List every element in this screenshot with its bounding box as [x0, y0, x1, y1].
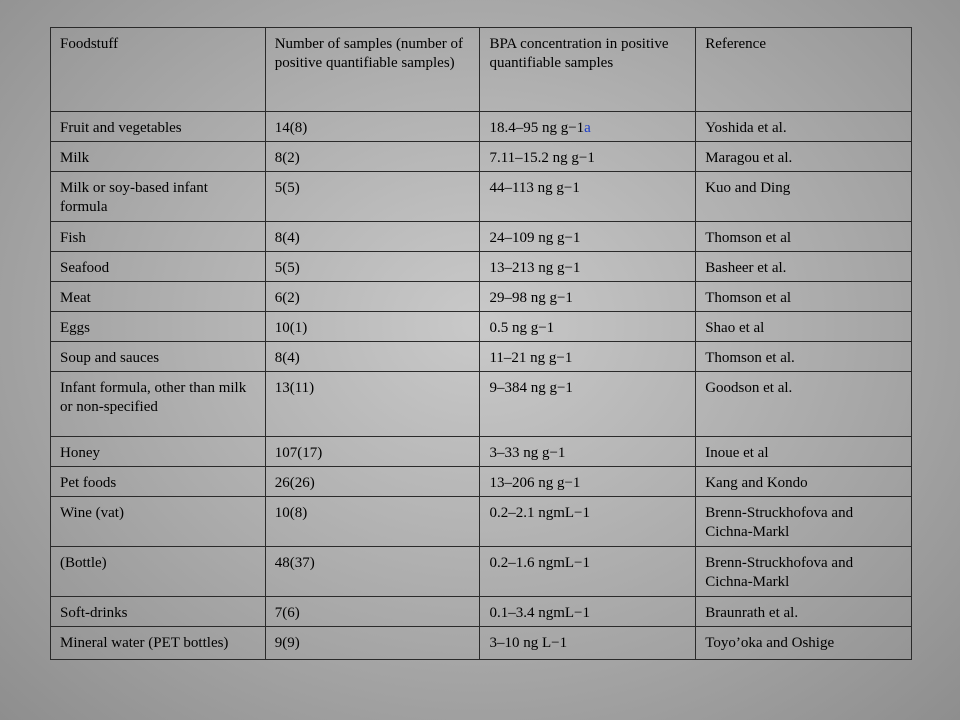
concentration-cell [480, 627, 696, 660]
reference-cell [696, 342, 912, 372]
foodstuff-cell-text: Pet foods [60, 475, 117, 491]
samples-cell-text: 6(2) [274, 290, 300, 306]
concentration-cell [480, 467, 696, 497]
samples-cell [265, 627, 480, 660]
reference-cell-text: Thomson et al [705, 230, 792, 246]
samples-cell-text: 8(4) [274, 350, 300, 366]
foodstuff-cell [51, 627, 266, 660]
header-row [51, 28, 912, 112]
foodstuff-cell [51, 437, 266, 467]
concentration-cell-text: 9–384 ng g−1 [489, 380, 573, 396]
bpa-table [50, 27, 912, 660]
samples-cell [265, 112, 480, 142]
foodstuff-cell-text: Fish [60, 230, 86, 246]
reference-cell-text: Yoshida et al. [705, 120, 787, 136]
header-concentration: BPA concentration in positive quantifiable samples [480, 28, 696, 112]
reference-cell [696, 437, 912, 467]
concentration-cell-text: 18.4–95 ng g−1 [489, 120, 585, 136]
header-samples: Number of samples (number of positive quantifiable samples) [265, 28, 480, 112]
samples-cell [265, 467, 480, 497]
samples-cell [265, 282, 480, 312]
table-row [51, 222, 912, 252]
concentration-cell-text: 3–10 ng L−1 [489, 635, 568, 651]
samples-cell-text: 48(37) [274, 555, 315, 571]
concentration-cell [480, 282, 696, 312]
foodstuff-cell-text: Wine (vat) [60, 505, 124, 521]
concentration-cell [480, 437, 696, 467]
concentration-cell-text: 0.2–1.6 ngmL−1 [489, 555, 590, 571]
concentration-cell [480, 222, 696, 252]
table-row [51, 312, 912, 342]
concentration-cell-text: 44–113 ng g−1 [489, 180, 580, 196]
samples-cell [265, 172, 480, 222]
foodstuff-cell-text: Meat [60, 290, 91, 306]
concentration-cell [480, 372, 696, 437]
concentration-cell-text: 24–109 ng g−1 [489, 230, 581, 246]
samples-cell-text: 26(26) [274, 475, 315, 491]
samples-cell [265, 372, 480, 437]
foodstuff-cell-text: Soft-drinks [60, 605, 128, 621]
table-row [51, 372, 912, 437]
concentration-cell-text: 7.11–15.2 ng g−1 [489, 150, 595, 166]
table-row [51, 342, 912, 372]
samples-cell-text: 5(5) [274, 260, 300, 276]
reference-cell-text: Goodson et al. [705, 380, 793, 396]
samples-cell-text: 7(6) [274, 605, 300, 621]
foodstuff-cell [51, 372, 266, 437]
foodstuff-cell [51, 282, 266, 312]
reference-cell [696, 312, 912, 342]
reference-cell-text: Inoue et al [705, 445, 769, 461]
foodstuff-cell [51, 222, 266, 252]
reference-cell-text: Thomson et al [705, 290, 792, 306]
foodstuff-cell [51, 597, 266, 627]
foodstuff-cell [51, 252, 266, 282]
concentration-cell-text: 0.2–2.1 ngmL−1 [489, 505, 590, 521]
foodstuff-cell [51, 547, 266, 597]
foodstuff-cell-text: Milk or soy-based infant formula [60, 180, 208, 215]
reference-cell [696, 597, 912, 627]
table-row [51, 437, 912, 467]
reference-cell [696, 467, 912, 497]
reference-cell-text: Basheer et al. [705, 260, 787, 276]
concentration-cell [480, 172, 696, 222]
foodstuff-cell-text: Infant formula, other than milk or non-specified [60, 380, 247, 415]
samples-cell-text: 10(8) [274, 505, 308, 521]
header-foodstuff: Foodstuff [51, 28, 266, 112]
foodstuff-cell-text: Eggs [60, 320, 90, 336]
foodstuff-cell [51, 497, 266, 547]
samples-cell [265, 597, 480, 627]
samples-cell [265, 252, 480, 282]
reference-cell-text: Brenn-Struckhofova and Cichna-Markl [705, 555, 854, 590]
table-row [51, 497, 912, 547]
samples-cell-text: 10(1) [274, 320, 308, 336]
reference-cell [696, 172, 912, 222]
reference-cell [696, 627, 912, 660]
table-row [51, 547, 912, 597]
concentration-cell [480, 312, 696, 342]
reference-cell [696, 112, 912, 142]
foodstuff-cell [51, 142, 266, 172]
reference-cell-text: Shao et al [705, 320, 765, 336]
table-row [51, 282, 912, 312]
concentration-cell [480, 597, 696, 627]
samples-cell-text: 107(17) [274, 445, 323, 461]
samples-cell-text: 8(2) [274, 150, 300, 166]
concentration-cell [480, 547, 696, 597]
footnote-marker: a [584, 120, 591, 136]
samples-cell [265, 547, 480, 597]
reference-cell-text: Kuo and Ding [705, 180, 791, 196]
samples-cell [265, 222, 480, 252]
reference-cell-text: Braunrath et al. [705, 605, 799, 621]
foodstuff-cell [51, 342, 266, 372]
foodstuff-cell [51, 112, 266, 142]
table-row [51, 142, 912, 172]
table-row [51, 252, 912, 282]
samples-cell-text: 14(8) [274, 120, 308, 136]
samples-cell [265, 437, 480, 467]
reference-cell [696, 497, 912, 547]
samples-cell-text: 9(9) [274, 635, 300, 651]
reference-cell [696, 252, 912, 282]
concentration-cell [480, 112, 696, 142]
table-row [51, 172, 912, 222]
foodstuff-cell-text: Milk [60, 150, 90, 166]
concentration-cell [480, 497, 696, 547]
foodstuff-cell-text: (Bottle) [60, 555, 107, 571]
samples-cell [265, 497, 480, 547]
samples-cell [265, 312, 480, 342]
concentration-cell-text: 29–98 ng g−1 [489, 290, 573, 306]
concentration-cell-text: 3–33 ng g−1 [489, 445, 566, 461]
foodstuff-cell-text: Soup and sauces [60, 350, 160, 366]
reference-cell [696, 222, 912, 252]
foodstuff-cell [51, 172, 266, 222]
reference-cell [696, 282, 912, 312]
foodstuff-cell-text: Honey [60, 445, 100, 461]
reference-cell-text: Toyo’oka and Oshige [705, 635, 835, 651]
concentration-cell-text: 0.1–3.4 ngmL−1 [489, 605, 590, 621]
samples-cell-text: 5(5) [274, 180, 300, 196]
concentration-cell [480, 342, 696, 372]
samples-cell [265, 342, 480, 372]
table-row [51, 467, 912, 497]
foodstuff-cell-text: Fruit and vegetables [60, 120, 182, 136]
reference-cell [696, 142, 912, 172]
reference-cell-text: Thomson et al. [705, 350, 795, 366]
concentration-cell-text: 0.5 ng g−1 [489, 320, 555, 336]
samples-cell [265, 142, 480, 172]
reference-cell-text: Brenn-Struckhofova and Cichna-Markl [705, 505, 854, 540]
foodstuff-cell [51, 467, 266, 497]
samples-cell-text: 8(4) [274, 230, 300, 246]
concentration-cell-text: 13–213 ng g−1 [489, 260, 581, 276]
samples-cell-text: 13(11) [274, 380, 315, 396]
concentration-cell [480, 252, 696, 282]
concentration-cell-text: 11–21 ng g−1 [489, 350, 573, 366]
reference-cell-text: Maragou et al. [705, 150, 793, 166]
reference-cell-text: Kang and Kondo [705, 475, 808, 491]
header-reference: Reference [696, 28, 912, 112]
foodstuff-cell-text: Mineral water (PET bottles) [60, 635, 229, 651]
concentration-cell-text: 13–206 ng g−1 [489, 475, 581, 491]
foodstuff-cell [51, 312, 266, 342]
concentration-cell [480, 142, 696, 172]
reference-cell [696, 372, 912, 437]
table-row [51, 627, 912, 660]
foodstuff-cell-text: Seafood [60, 260, 110, 276]
table-row [51, 597, 912, 627]
table-row [51, 112, 912, 142]
reference-cell [696, 547, 912, 597]
